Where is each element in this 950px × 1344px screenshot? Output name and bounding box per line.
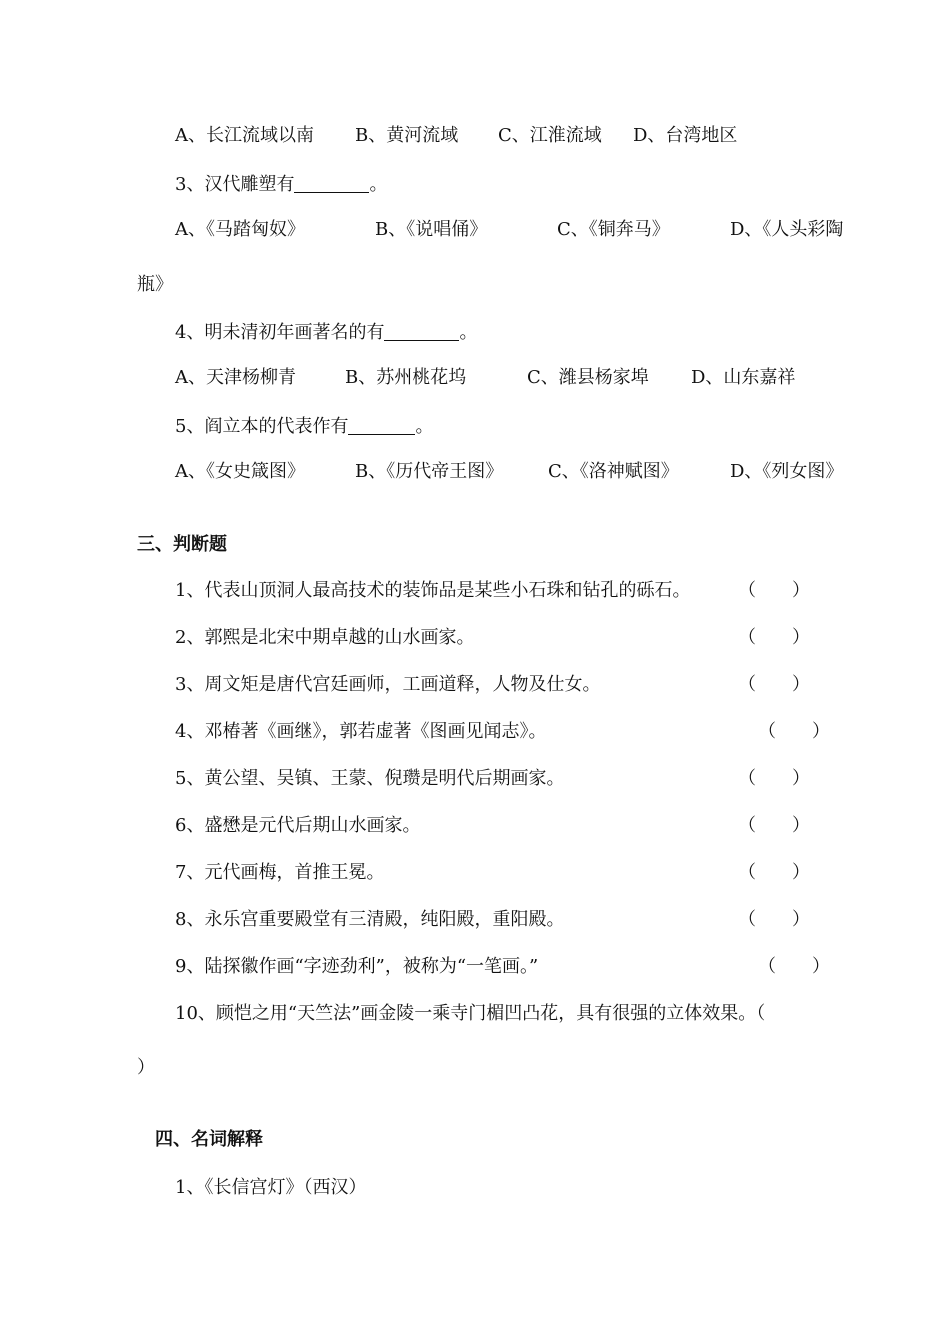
judgment-item-10-continued: ）	[137, 1057, 155, 1078]
section-4-heading: 四、名词解释	[155, 1129, 263, 1150]
q3-option-b: B、《说唱俑》	[375, 219, 488, 240]
q2-option-a: A、长江流域以南	[175, 125, 314, 146]
question-3	[175, 174, 387, 194]
term-item-1: 1、《长信宫灯》（西汉）	[175, 1177, 367, 1198]
q5-option-b: B、《历代帝王图》	[355, 461, 504, 482]
judgment-item-10: 10、顾恺之用“天竺法”画金陵一乘寺门楣凹凸花，具有很强的立体效果。（	[175, 1003, 766, 1024]
judgment-item-1: 1、代表山顶洞人最高技术的装饰品是某些小石珠和钻孔的砾石。	[175, 580, 691, 601]
answer-parentheses: （ ）	[738, 768, 810, 789]
judgment-item-6: 6、盛懋是元代后期山水画家。	[175, 815, 421, 836]
q4-option-b: B、苏州桃花坞	[345, 367, 467, 388]
judgment-item-7: 7、元代画梅，首推王冕。	[175, 862, 385, 883]
answer-blank	[384, 322, 459, 341]
q4-option-a: A、天津杨柳青	[175, 367, 296, 388]
answer-blank	[348, 416, 415, 435]
q2-option-b: B、黄河流域	[355, 125, 459, 146]
question-5-stem: 5、阎立本的代表作有	[175, 416, 349, 437]
question-end: 。	[369, 174, 388, 195]
question-4	[175, 322, 477, 342]
question-end: 。	[415, 416, 434, 437]
q2-option-d: D、台湾地区	[633, 125, 738, 146]
q3-option-d-continued: 瓶》	[137, 274, 173, 295]
answer-blank	[294, 174, 369, 193]
answer-parentheses: （ ）	[738, 815, 810, 836]
question-3-stem: 3、汉代雕塑有	[175, 174, 295, 195]
judgment-item-4: 4、邓椿著《画继》，郭若虚著《图画见闻志》。	[175, 721, 547, 742]
q3-option-a: A、《马踏匈奴》	[175, 219, 305, 240]
judgment-item-5: 5、黄公望、吴镇、王蒙、倪瓒是明代后期画家。	[175, 768, 565, 789]
q5-option-a: A、《女史箴图》	[175, 461, 305, 482]
judgment-item-2: 2、郭熙是北宋中期卓越的山水画家。	[175, 627, 475, 648]
q3-option-c: C、《铜奔马》	[557, 219, 670, 240]
question-4-stem: 4、明未清初年画著名的有	[175, 322, 385, 343]
q5-option-c: C、《洛神赋图》	[548, 461, 679, 482]
question-end: 。	[459, 322, 478, 343]
answer-parentheses: （ ）	[758, 956, 830, 977]
answer-parentheses: （ ）	[738, 674, 810, 695]
q3-option-d: D、《人头彩陶	[730, 219, 844, 240]
q4-option-d: D、山东嘉祥	[691, 367, 796, 388]
q4-option-c: C、潍县杨家埠	[527, 367, 649, 388]
section-3-heading: 三、判断题	[137, 534, 227, 555]
judgment-item-9: 9、陆探徽作画“字迹劲利”，被称为“一笔画。”	[175, 956, 539, 977]
answer-parentheses: （ ）	[738, 862, 810, 883]
question-5	[175, 416, 433, 436]
judgment-item-8: 8、永乐宫重要殿堂有三清殿，纯阳殿，重阳殿。	[175, 909, 565, 930]
q5-option-d: D、《列女图》	[730, 461, 844, 482]
answer-parentheses: （ ）	[738, 580, 810, 601]
answer-parentheses: （ ）	[758, 721, 830, 742]
answer-parentheses: （ ）	[738, 909, 810, 930]
answer-parentheses: （ ）	[738, 627, 810, 648]
judgment-item-3: 3、周文矩是唐代宫廷画师，工画道释，人物及仕女。	[175, 674, 601, 695]
q2-option-c: C、江淮流域	[498, 125, 602, 146]
